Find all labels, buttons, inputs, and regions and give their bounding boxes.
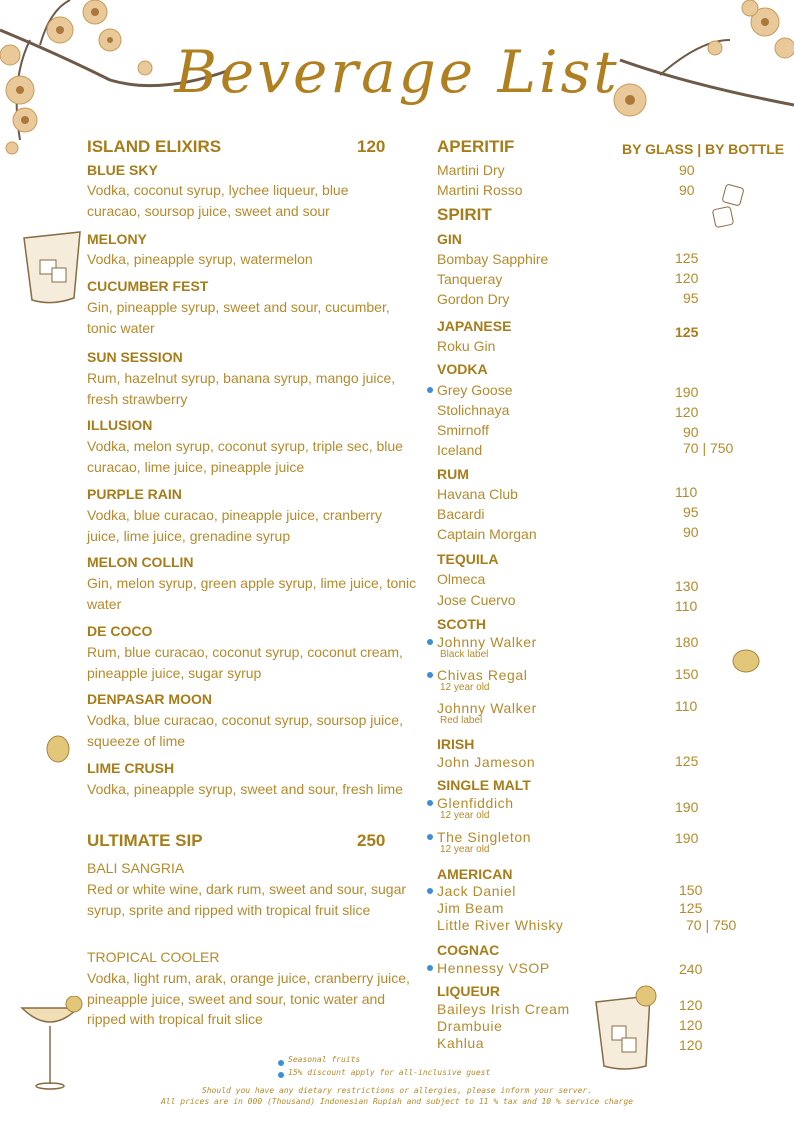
spirit-price: 240 <box>679 961 703 977</box>
margarita-glass-illustration <box>20 996 86 1092</box>
cocktail-name: BLUE SKY <box>87 162 158 178</box>
spirit-price: 110 <box>675 598 698 614</box>
seasonal-marker-icon <box>278 1060 284 1066</box>
spirit-price: 150 <box>675 666 699 682</box>
spirit-name: Jack Daniel <box>437 883 516 899</box>
spirit-name: Martini Dry <box>437 162 505 178</box>
spirit-name: Little River Whisky <box>437 917 564 933</box>
spirit-name: Olmeca <box>437 571 486 587</box>
lemon-slice-illustration <box>44 734 72 764</box>
spirit-note: Red label <box>440 715 483 726</box>
spirit-price: 70 | 750 <box>686 917 737 933</box>
spirit-price: 190 <box>675 830 699 846</box>
cocktail-description: Vodka, blue curacao, pineapple juice, cranberry juice, lime juice, grenadine syrup <box>87 507 382 544</box>
section-island-elixirs-title: ISLAND ELIXIRS <box>87 137 222 156</box>
spirit-price: 125 <box>675 250 699 266</box>
spirit-category-title: COGNAC <box>437 942 500 958</box>
cocktail-description: Red or white wine, dark rum, sweet and sour, sugar syrup, sprite and ripped with tropical fruit slice <box>87 881 407 918</box>
spirit-price: 90 <box>679 162 695 178</box>
section-ultimate-sip-price: 250 <box>357 831 386 850</box>
whisky-glass-illustration <box>18 228 88 306</box>
spirit-category-title: SCOTH <box>437 616 486 632</box>
cocktail-description: Vodka, melon syrup, coconut syrup, triple sec, blue curacao, lime juice, pineapple juice <box>87 438 403 475</box>
spirit-note: 12 year old <box>440 844 490 855</box>
spirit-price: 120 <box>679 1017 703 1033</box>
seasonal-marker-icon <box>427 800 433 806</box>
spirit-name: Johnny Walker <box>437 634 537 650</box>
spirit-price: 70 | 750 <box>683 440 734 456</box>
spirit-name: The Singleton <box>437 829 532 845</box>
price-column-header: BY GLASS | BY BOTTLE <box>622 141 785 157</box>
spirit-price: 150 <box>679 882 703 898</box>
spirit-name: John Jameson <box>437 754 536 770</box>
cocktail-description: Rum, hazelnut syrup, banana syrup, mango juice, fresh strawberry <box>87 370 396 407</box>
page-title: Beverage List <box>174 38 620 106</box>
lemon-slice-illustration <box>731 646 761 676</box>
spirit-price: 180 <box>675 634 699 650</box>
spirit-category-title: GIN <box>437 231 462 247</box>
spirit-name: Glenfiddich <box>437 795 514 811</box>
cocktail-description: Vodka, light rum, arak, orange juice, cranberry juice, pineapple juice, sweet and sour, tonic water and ripped with tropical fruit slice <box>87 970 410 1027</box>
spirit-price: 95 <box>683 504 699 520</box>
spirit-name: Jose Cuervo <box>437 592 516 608</box>
cocktail-glass-illustration <box>592 980 662 1072</box>
spirit-name: Roku Gin <box>437 338 496 354</box>
cocktail-name: BALI SANGRIA <box>87 860 185 876</box>
cocktail-description: Vodka, pineapple syrup, watermelon <box>87 251 313 267</box>
spirit-category-title: AMERICAN <box>437 866 513 882</box>
spirit-price: 110 <box>675 698 698 714</box>
spirit-category-title: IRISH <box>437 736 475 752</box>
section-spirit-title: SPIRIT <box>437 205 492 224</box>
cocktail-name: LIME CRUSH <box>87 760 175 776</box>
spirit-name: Johnny Walker <box>437 700 537 716</box>
spirit-price: 125 <box>675 753 699 769</box>
ice-cubes-illustration <box>708 182 754 234</box>
spirit-name: Smirnoff <box>437 422 489 438</box>
cocktail-name: CUCUMBER FEST <box>87 278 209 294</box>
spirit-price: 90 <box>683 424 699 440</box>
cocktail-description: Vodka, pineapple syrup, sweet and sour, fresh lime <box>87 781 403 797</box>
discount-marker-icon <box>278 1072 284 1078</box>
spirit-price: 190 <box>675 799 699 815</box>
footer-allergy-note: Should you have any dietary restrictions or allergies, please inform your server. <box>201 1086 593 1095</box>
legend-seasonal: Seasonal fruits <box>288 1055 361 1064</box>
seasonal-marker-icon <box>427 834 433 840</box>
spirit-price: 95 <box>683 290 699 306</box>
seasonal-marker-icon <box>427 965 433 971</box>
spirit-note: 12 year old <box>440 810 490 821</box>
spirit-name: Kahlua <box>437 1035 485 1051</box>
spirit-name: Bacardi <box>437 506 485 522</box>
cocktail-name: SUN SESSION <box>87 349 183 365</box>
spirit-name: Jim Beam <box>437 900 505 916</box>
cocktail-description: Rum, blue curacao, coconut syrup, coconut cream, pineapple juice, sugar syrup <box>87 644 403 681</box>
cocktail-name: DE COCO <box>87 623 153 639</box>
spirit-category-title: VODKA <box>437 361 488 377</box>
seasonal-marker-icon <box>427 888 433 894</box>
spirit-price: 125 <box>679 900 703 916</box>
spirit-price: 90 <box>679 182 695 198</box>
seasonal-marker-icon <box>427 672 433 678</box>
cocktail-name: ILLUSION <box>87 417 153 433</box>
spirit-name: Iceland <box>437 442 483 458</box>
spirit-price: 190 <box>675 384 699 400</box>
spirit-category-title: JAPANESE <box>437 318 512 334</box>
spirit-name: Havana Club <box>437 486 518 502</box>
seasonal-marker-icon <box>427 639 433 645</box>
spirit-name: Drambuie <box>437 1018 503 1034</box>
seasonal-marker-icon <box>427 387 433 393</box>
section-aperitif-title: APERITIF <box>437 137 515 156</box>
cocktail-description: Vodka, blue curacao, coconut syrup, soursop juice, squeeze of lime <box>87 712 403 749</box>
spirit-category-title: SINGLE MALT <box>437 777 531 793</box>
spirit-name: Bombay Sapphire <box>437 251 549 267</box>
spirit-name: Hennessy VSOP <box>437 960 550 976</box>
spirit-category-title: LIQUEUR <box>437 983 500 999</box>
spirit-name: Baileys Irish Cream <box>437 1001 570 1017</box>
spirit-name: Captain Morgan <box>437 526 537 542</box>
cocktail-description: Gin, pineapple syrup, sweet and sour, cucumber, tonic water <box>87 299 390 336</box>
spirit-name: Stolichnaya <box>437 402 510 418</box>
spirit-price: 90 <box>683 524 699 540</box>
spirit-price: 120 <box>675 270 699 286</box>
spirit-name: Martini Rosso <box>437 182 523 198</box>
spirit-name: Chivas Regal <box>437 667 528 683</box>
cocktail-description: Vodka, coconut syrup, lychee liqueur, blue curacao, soursop juice, sweet and sour <box>87 182 349 219</box>
spirit-category-title: RUM <box>437 466 469 482</box>
section-ultimate-sip-title: ULTIMATE SIP <box>87 831 203 850</box>
spirit-price: 130 <box>675 578 699 594</box>
legend-discount: 15% discount apply for all-inclusive guest <box>288 1068 491 1077</box>
section-island-elixirs-price: 120 <box>357 137 386 156</box>
spirit-note: Black label <box>440 649 489 660</box>
spirit-name: Grey Goose <box>437 382 513 398</box>
spirit-note: 12 year old <box>440 682 490 693</box>
cocktail-description: Gin, melon syrup, green apple syrup, lime juice, tonic water <box>87 575 417 612</box>
spirit-name: Tanqueray <box>437 271 503 287</box>
cocktail-name: TROPICAL COOLER <box>87 949 220 965</box>
cocktail-name: MELONY <box>87 231 147 247</box>
cocktail-name: DENPASAR MOON <box>87 691 212 707</box>
footer-price-note: All prices are in 000 (Thousand) Indonesian Rupiah and subject to 11 % tax and 10 % service charge <box>160 1097 633 1106</box>
spirit-name: Gordon Dry <box>437 291 510 307</box>
cocktail-name: PURPLE RAIN <box>87 486 182 502</box>
spirit-category-title: TEQUILA <box>437 551 499 567</box>
spirit-price: 120 <box>675 404 699 420</box>
spirit-price: 120 <box>679 1037 703 1053</box>
spirit-price: 110 <box>675 484 698 500</box>
cocktail-name: MELON COLLIN <box>87 554 194 570</box>
spirit-price: 125 <box>675 324 699 340</box>
spirit-price: 120 <box>679 997 703 1013</box>
